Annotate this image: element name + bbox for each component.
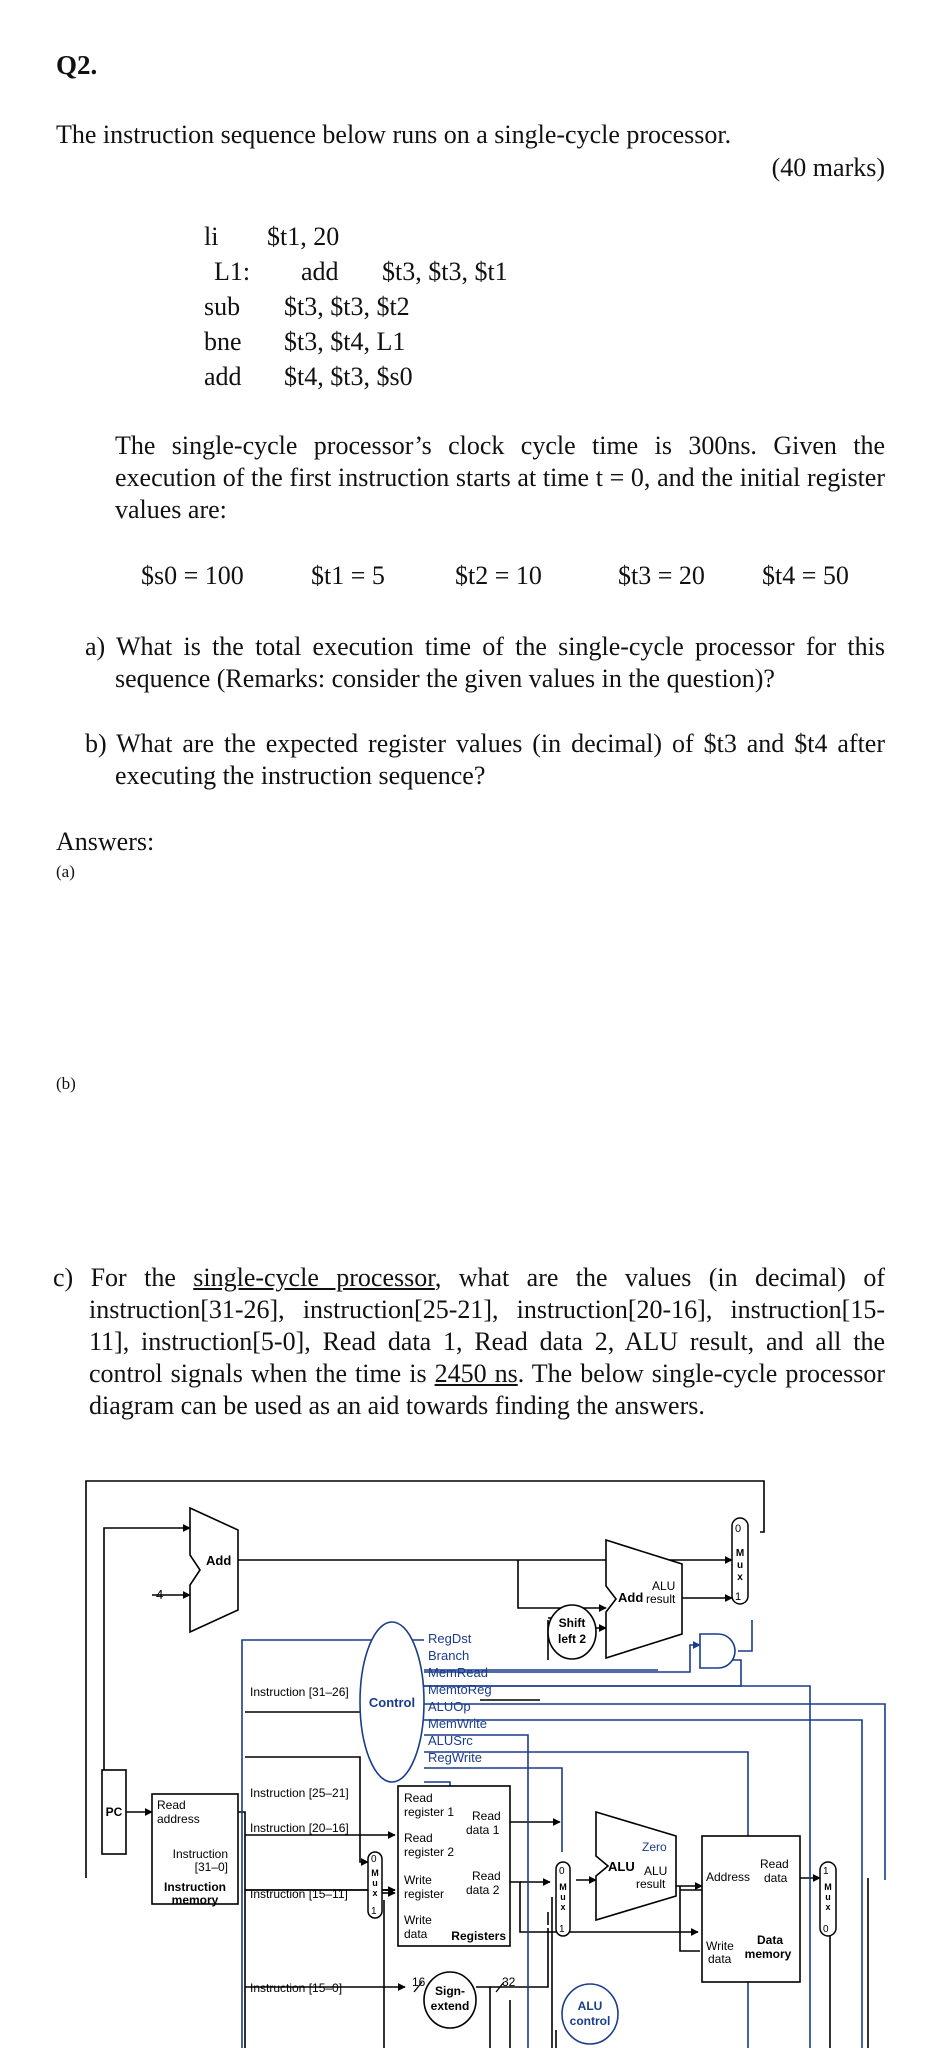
answer-b-label: (b) (56, 1074, 76, 1093)
signal-memtoreg: MemtoReg (428, 1682, 492, 1697)
alu-zero: Zero (642, 1840, 667, 1854)
register-t2: $t2 = 10 (455, 561, 542, 590)
reg-wdata-b: data (404, 1927, 428, 1941)
im-instruction: Instruction (172, 1847, 228, 1861)
alu-label: ALU (608, 1859, 635, 1874)
memtoreg-mux-1: 1 (823, 1866, 829, 1877)
reg-read1-b: register 1 (404, 1805, 455, 1819)
alusrc-mux-0: 0 (559, 1866, 565, 1877)
sign-extend-label-1: Sign- (435, 1984, 465, 1998)
label-instr-25-21: Instruction [25–21] (250, 1786, 349, 1800)
constant-four: 4 (156, 1587, 164, 1602)
label-instr-15-0: Instruction [15–0] (250, 1981, 343, 1995)
memtoreg-mux-label: M u x (824, 1882, 832, 1912)
bits-16: 16 (412, 1975, 426, 1989)
pc-adder (190, 1508, 238, 1632)
control-unit-label: Control (368, 1695, 416, 1710)
reg-rd2-a: Read (472, 1869, 501, 1883)
register-s0: $s0 = 100 (141, 561, 244, 590)
regdst-mux-1: 1 (371, 1906, 377, 1917)
dm-name-a: Data (756, 1933, 784, 1947)
branch-mux-1: 1 (735, 1591, 742, 1603)
reg-read2-b: register 2 (404, 1845, 455, 1859)
alu-result-a: ALU (644, 1864, 668, 1878)
im-bits: [31–0] (194, 1860, 228, 1874)
signal-memwrite: MemWrite (428, 1716, 487, 1731)
reg-read1-a: Read (404, 1791, 433, 1805)
branch-and-gate (700, 1634, 735, 1668)
answer-a-label: (a) (56, 862, 75, 881)
code-label: L1: (214, 257, 251, 286)
code-args: $t3, $t3, $t2 (284, 292, 410, 321)
part-c-middle: , what are the values (in decimal) of instruction[31-26], instruction[25-21], instruction[20-16], instruction[15-11], instruction[5-0], Read data 1, Read data 2, ALU result, and all the control signals when the time is (89, 1263, 886, 1388)
bits-32: 32 (502, 1975, 516, 1989)
code-op: bne (204, 327, 242, 356)
part-a-question: a) What is the total execution time of the single-cycle processor for this sequence (Remarks: consider the given values in the question)? (85, 632, 885, 693)
code-op: add (301, 257, 339, 286)
signal-regdst: RegDst (428, 1631, 472, 1646)
reg-read2-a: Read (404, 1831, 433, 1845)
im-name-2: memory (171, 1893, 219, 1907)
regdst-mux-label: M u x (371, 1868, 379, 1898)
reg-wdata-a: Write (404, 1913, 432, 1927)
pc-label: PC (105, 1805, 123, 1819)
branch-adder-result-bottom: result (646, 1592, 676, 1606)
part-b-question: b) What are the expected register values (in decimal) of $t3 and $t4 after executing the instruction sequence? (85, 729, 885, 790)
part-c-underline-2: 2450 ns (434, 1359, 518, 1388)
alu-control-label-2: control (569, 2014, 611, 2028)
branch-adder-label: Add (618, 1590, 644, 1605)
code-args: $t1, 20 (267, 222, 340, 251)
register-t1: $t1 = 5 (311, 561, 385, 590)
label-instr-20-16: Instruction [20–16] (250, 1821, 349, 1835)
part-c-suffix: . The below single-cycle processor diagram can be used as an aid towards finding the answers. (89, 1359, 885, 1420)
register-t3: $t3 = 20 (618, 561, 705, 590)
reg-write-a: Write (404, 1873, 432, 1887)
dm-write-a: Write (706, 1939, 734, 1953)
branch-mux-0: 0 (735, 1523, 742, 1535)
regdst-mux-0: 0 (371, 1854, 377, 1865)
reg-write-b: register (404, 1887, 445, 1901)
dm-write-b: data (708, 1952, 732, 1966)
memtoreg-mux-0: 0 (823, 1924, 829, 1935)
signal-aluop: ALUOp (428, 1699, 471, 1714)
code-args: $t4, $t3, $s0 (284, 362, 413, 391)
signal-memread: MemRead (428, 1665, 488, 1680)
shift-left-label-1: Shift (558, 1616, 586, 1630)
signal-regwrite: RegWrite (428, 1750, 482, 1765)
code-op: sub (204, 292, 241, 321)
dm-read-a: Read (760, 1857, 789, 1871)
dm-name-b: memory (744, 1947, 792, 1961)
dm-address: Address (706, 1870, 751, 1884)
reg-rd1-b: data 1 (466, 1823, 500, 1837)
register-t4: $t4 = 50 (762, 561, 849, 590)
setup-text: The single-cycle processor’s clock cycle time is 300ns. Given the execution of the first instruction starts at time t = 0, and the initial register values are: (115, 431, 885, 524)
part-c-underline-1: single-cycle processor (193, 1263, 435, 1292)
alu-control-label-1: ALU (577, 1999, 603, 2013)
alusrc-mux-1: 1 (559, 1924, 565, 1935)
code-op: li (204, 222, 219, 251)
question-number: Q2. (56, 50, 98, 80)
im-read-address-2: address (157, 1812, 200, 1826)
im-name-1: Instruction (164, 1880, 226, 1894)
code-args: $t3, $t4, L1 (284, 327, 406, 356)
label-instr-15-11: Instruction [15–11] (250, 1887, 348, 1901)
question-marks: (40 marks) (771, 153, 885, 182)
reg-rd2-b: data 2 (466, 1883, 500, 1897)
shift-left-label-2: left 2 (557, 1632, 587, 1646)
reg-rd1-a: Read (472, 1809, 501, 1823)
branch-mux-label: M u x (735, 1548, 745, 1583)
im-read-address-1: Read (157, 1798, 186, 1812)
signal-branch: Branch (428, 1648, 470, 1663)
dm-read-b: data (764, 1871, 788, 1885)
alusrc-mux-label: M u x (559, 1882, 567, 1912)
code-op: add (204, 362, 242, 391)
sign-extend-label-2: extend (430, 1999, 470, 2013)
branch-adder-result-top: ALU (652, 1579, 676, 1593)
question-intro: The instruction sequence below runs on a single-cycle processor. (56, 120, 732, 149)
alu-result-b: result (636, 1877, 666, 1891)
part-c-prefix: c) For the (53, 1263, 194, 1292)
pc-adder-label: Add (206, 1553, 232, 1568)
signal-alusrc: ALUSrc (428, 1733, 473, 1748)
registers-name: Registers (451, 1929, 506, 1943)
label-instr-31-26: Instruction [31–26] (250, 1685, 349, 1699)
answers-title: Answers: (56, 827, 155, 856)
code-args: $t3, $t3, $t1 (382, 257, 508, 286)
